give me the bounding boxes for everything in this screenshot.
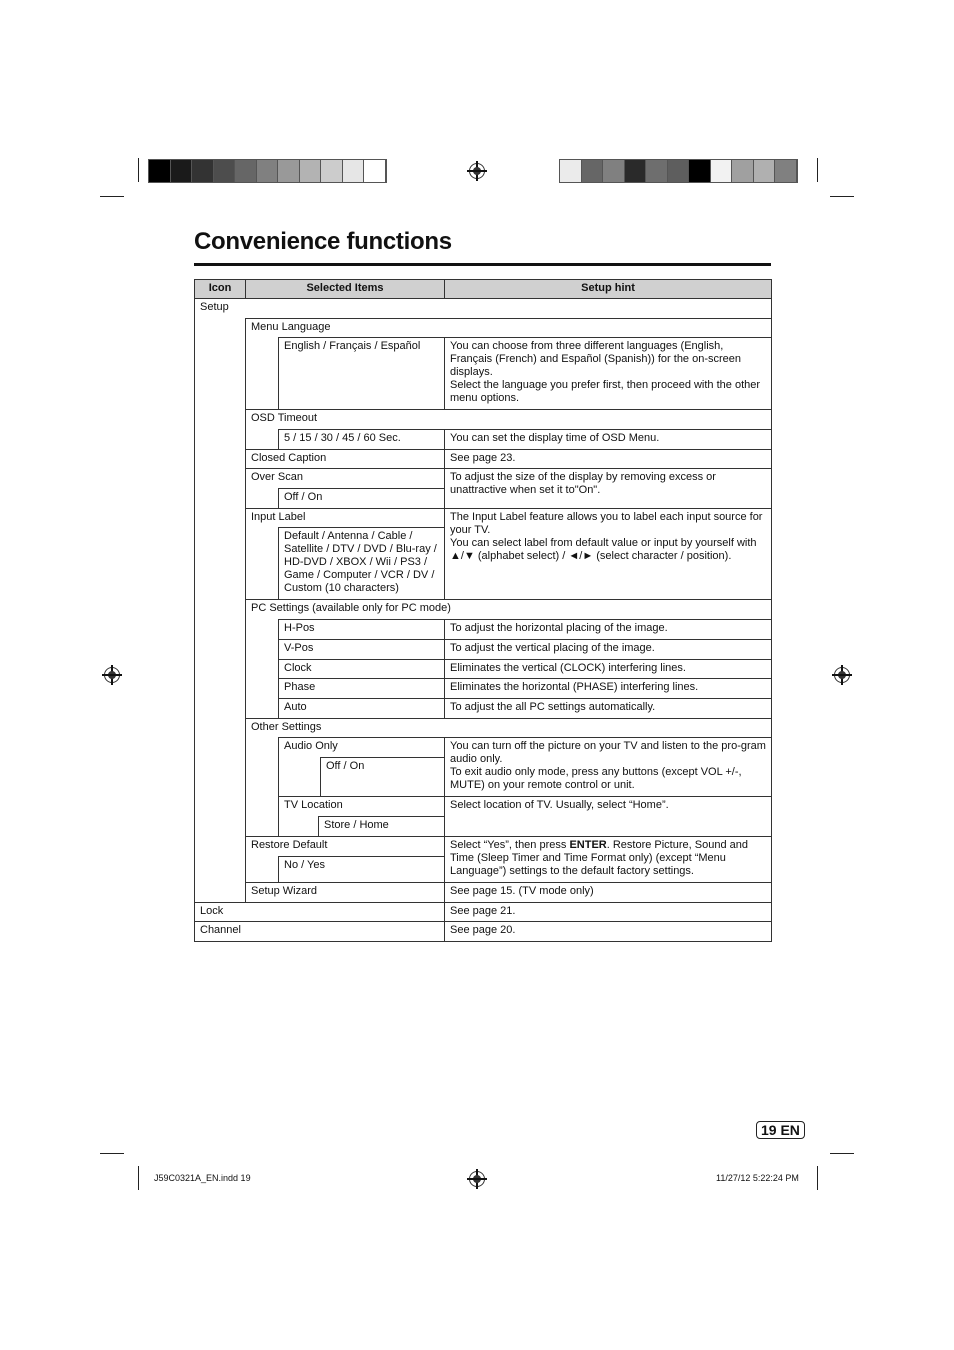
item-audio-only: Audio Only bbox=[278, 737, 445, 797]
hint-text: ENTER bbox=[569, 839, 607, 851]
item-tv-location: TV Location bbox=[278, 796, 445, 837]
hint-text: . Restore Picture, Sound and Time (Sleep Timer and Time Format only) (except “Menu Language”) settings to the default factory settings. bbox=[450, 839, 748, 877]
crop-mark bbox=[830, 196, 854, 197]
color-swatch bbox=[603, 160, 625, 182]
color-swatch bbox=[582, 160, 604, 182]
item-pc-v-pos: V-Pos bbox=[278, 639, 445, 660]
row-pc-settings: PC Settings (available only for PC mode) bbox=[245, 599, 772, 719]
color-swatch bbox=[300, 160, 322, 182]
row-input-label: Input Label bbox=[245, 508, 445, 600]
row-osd-timeout: OSD Timeout bbox=[245, 409, 772, 450]
hint-audio-only: You can turn off the picture on your TV and listen to the pro-gram audio only. To exit audio only mode, press any buttons (except VOL +/-, MUTE) on your remote control or unit. bbox=[444, 737, 772, 797]
item-input-label-values: Default / Antenna / Cable / Satellite / DTV / DVD / Blu-ray / HD-DVD / XBOX / Wii / PS3 / Game / Computer / VCR / DV / Custom (10 characters) bbox=[278, 527, 445, 600]
item-languages: English / Français / Español bbox=[278, 337, 445, 410]
item-pc-h-pos: H-Pos bbox=[278, 619, 445, 640]
hint-over-scan: To adjust the size of the display by removing excess or unattractive when set it to"On". bbox=[444, 468, 772, 509]
row-lock: Lock bbox=[194, 902, 445, 922]
hint-osd: You can set the display time of OSD Menu. bbox=[444, 429, 772, 450]
hint-pc-v-pos: To adjust the vertical placing of the image. bbox=[444, 639, 772, 660]
color-swatch bbox=[689, 160, 711, 182]
row-channel: Channel bbox=[194, 921, 445, 942]
header-setup-hint: Setup hint bbox=[444, 279, 772, 299]
color-swatch bbox=[278, 160, 300, 182]
crop-mark bbox=[830, 1153, 854, 1154]
color-swatch bbox=[321, 160, 343, 182]
color-swatch bbox=[343, 160, 365, 182]
crop-mark bbox=[100, 1153, 124, 1154]
color-swatch bbox=[364, 160, 386, 182]
item-over-scan-values: Off / On bbox=[278, 488, 445, 509]
row-setup: Setup bbox=[194, 298, 772, 903]
registration-mark-icon bbox=[469, 1171, 485, 1187]
title-rule bbox=[194, 263, 771, 266]
row-over-scan: Over Scan bbox=[245, 468, 445, 509]
hint-channel: See page 20. bbox=[444, 921, 772, 942]
color-swatch bbox=[560, 160, 582, 182]
hint-pc-phase: Eliminates the horizontal (PHASE) interfering lines. bbox=[444, 678, 772, 699]
hint-restore-default bbox=[444, 836, 772, 883]
item-pc-auto: Auto bbox=[278, 698, 445, 719]
item-tv-location-values: Store / Home bbox=[318, 816, 445, 837]
item-pc-clock: Clock bbox=[278, 659, 445, 679]
hint-setup-wizard: See page 15. (TV mode only) bbox=[444, 882, 772, 903]
color-swatch bbox=[257, 160, 279, 182]
hint-input-label: The Input Label feature allows you to label each input source for your TV. You can select label from default value or input by yourself with ▲/▼ (alphabet select) / ◄/► (select character / position). bbox=[444, 508, 772, 600]
item-osd-values: 5 / 15 / 30 / 45 / 60 Sec. bbox=[278, 429, 445, 450]
row-menu-language: Menu Language bbox=[245, 318, 772, 410]
color-swatch bbox=[646, 160, 668, 182]
hint-closed-caption: See page 23. bbox=[444, 449, 772, 469]
page-title: Convenience functions bbox=[194, 228, 452, 255]
header-icon: Icon bbox=[194, 279, 246, 299]
row-other-settings: Other Settings bbox=[245, 718, 772, 837]
hint-tv-location: Select location of TV. Usually, select “Home”. bbox=[444, 796, 772, 837]
color-swatch bbox=[711, 160, 733, 182]
color-swatch bbox=[235, 160, 257, 182]
crop-mark bbox=[817, 158, 818, 182]
crop-mark bbox=[100, 196, 124, 197]
item-restore-values: No / Yes bbox=[278, 856, 445, 883]
hint-pc-h-pos: To adjust the horizontal placing of the image. bbox=[444, 619, 772, 640]
item-pc-phase: Phase bbox=[278, 678, 445, 699]
hint-pc-auto: To adjust the all PC settings automatically. bbox=[444, 698, 772, 719]
row-restore-default: Restore Default bbox=[245, 836, 445, 883]
color-swatch bbox=[625, 160, 647, 182]
crop-mark bbox=[138, 158, 139, 182]
color-calibration-bar-left bbox=[148, 159, 387, 183]
hint-languages: You can choose from three different languages (English, Français (French) and Español (Spanish)) for the on-screen displays. Select the language you prefer first, then proceed with the other menu options. bbox=[444, 337, 772, 410]
page-number: 19 EN bbox=[756, 1121, 805, 1139]
crop-mark bbox=[817, 1166, 818, 1190]
color-calibration-bar-right bbox=[559, 159, 798, 183]
color-swatch bbox=[732, 160, 754, 182]
color-swatch bbox=[149, 160, 171, 182]
header-selected-items: Selected Items bbox=[245, 279, 445, 299]
row-closed-caption: Closed Caption bbox=[245, 449, 445, 469]
color-swatch bbox=[192, 160, 214, 182]
color-swatch bbox=[214, 160, 236, 182]
hint-text: Select “Yes”, then press bbox=[450, 839, 570, 851]
hint-pc-clock: Eliminates the vertical (CLOCK) interfering lines. bbox=[444, 659, 772, 679]
color-swatch bbox=[171, 160, 193, 182]
registration-mark-icon bbox=[834, 667, 850, 683]
footer-filename: J59C0321A_EN.indd 19 bbox=[154, 1173, 251, 1183]
color-swatch bbox=[754, 160, 776, 182]
color-swatch bbox=[668, 160, 690, 182]
registration-mark-icon bbox=[104, 667, 120, 683]
color-swatch bbox=[775, 160, 797, 182]
item-audio-only-values: Off / On bbox=[320, 757, 445, 797]
footer-timestamp: 11/27/12 5:22:24 PM bbox=[716, 1173, 799, 1183]
registration-mark-icon bbox=[469, 163, 485, 179]
row-setup-wizard: Setup Wizard bbox=[245, 882, 445, 903]
crop-mark bbox=[138, 1166, 139, 1190]
hint-lock: See page 21. bbox=[444, 902, 772, 922]
